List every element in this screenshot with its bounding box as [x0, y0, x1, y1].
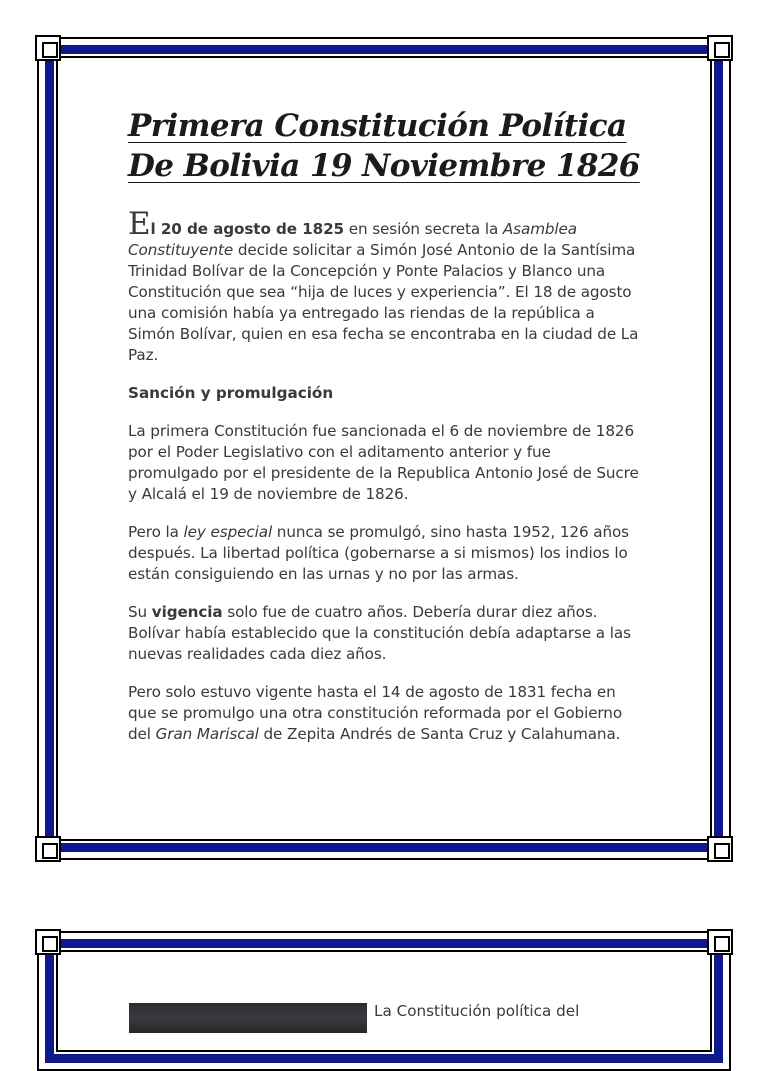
- para3-text-2: solo fue de cuatro años. Debería durar diez años. Bolívar había establecido que la constitución debía adaptarse a las nuevas realidades cada diez años.: [128, 603, 631, 663]
- frame-corner-ornament: [707, 836, 733, 862]
- page2-portrait-image: [129, 1003, 367, 1033]
- paragraph-vigencia: [128, 602, 644, 665]
- frame-corner-ornament: [35, 836, 61, 862]
- intro-first: l: [150, 220, 161, 238]
- para2-text-2: nunca se promulgó, sino hasta 1952, 126 años después. La libertad política (gobernarse a si mismos) los indios lo están consiguiendo en las urnas y no por las armas.: [128, 523, 629, 583]
- drop-cap: E: [128, 206, 151, 242]
- section-heading: Sanción y promulgación: [128, 384, 334, 402]
- para4-text-2: de Zepita Andrés de Santa Cruz y Calahumana.: [258, 725, 621, 743]
- paragraph-reforma: [128, 682, 644, 745]
- intro-text-2: decide solicitar a Simón José Antonio de la Santísima Trinidad Bolívar de la Concepción y Ponte Palacios y Blanco una Constitución que sea “hija de luces y experiencia”. El 18 de agosto una comisión había ya entregado las riendas de la república a Simón Bolívar, quien en esa fecha se encontraba en la ciudad de La Paz.: [128, 241, 639, 364]
- frame-corner-ornament: [35, 929, 61, 955]
- intro-text-1: en sesión secreta la: [344, 220, 503, 238]
- frame-corner-ornament: [35, 35, 61, 61]
- title-line-2: De Bolivia 19 Noviembre 1826: [128, 148, 640, 184]
- document-title: [128, 106, 644, 186]
- paragraph-sancion: La primera Constitución fue sancionada el 6 de noviembre de 1826 por el Poder Legislativo con el aditamento anterior y fue promulgado por el presidente de la Republica Antonio José de Sucre y Alcalá el 19 de noviembre de 1826.: [128, 422, 639, 503]
- para2-italic: ley especial: [183, 523, 273, 541]
- para4-italic: Gran Mariscal: [155, 725, 259, 743]
- frame-corner-ornament: [707, 929, 733, 955]
- para4-text-1: Pero solo estuvo vigente hasta el 14 de agosto de 1831 fecha en que se promulgo una otra constitución reformada por el Gobierno del: [128, 683, 623, 743]
- intro-paragraph: [128, 206, 644, 366]
- document-content: [128, 106, 644, 745]
- paragraph-ley-especial: [128, 522, 644, 585]
- frame-corner-ornament: [707, 35, 733, 61]
- title-line-1: Primera Constitución Política: [128, 108, 627, 144]
- para3-text-1: Su: [128, 603, 152, 621]
- intro-date: 20 de agosto de 1825: [160, 220, 345, 238]
- para2-text-1: Pero la: [128, 523, 184, 541]
- intro-italic-assembly: Asamblea Constituyente: [128, 220, 578, 259]
- page2-paragraph-start: La Constitución política del: [374, 1002, 580, 1020]
- para3-bold: vigencia: [151, 603, 223, 621]
